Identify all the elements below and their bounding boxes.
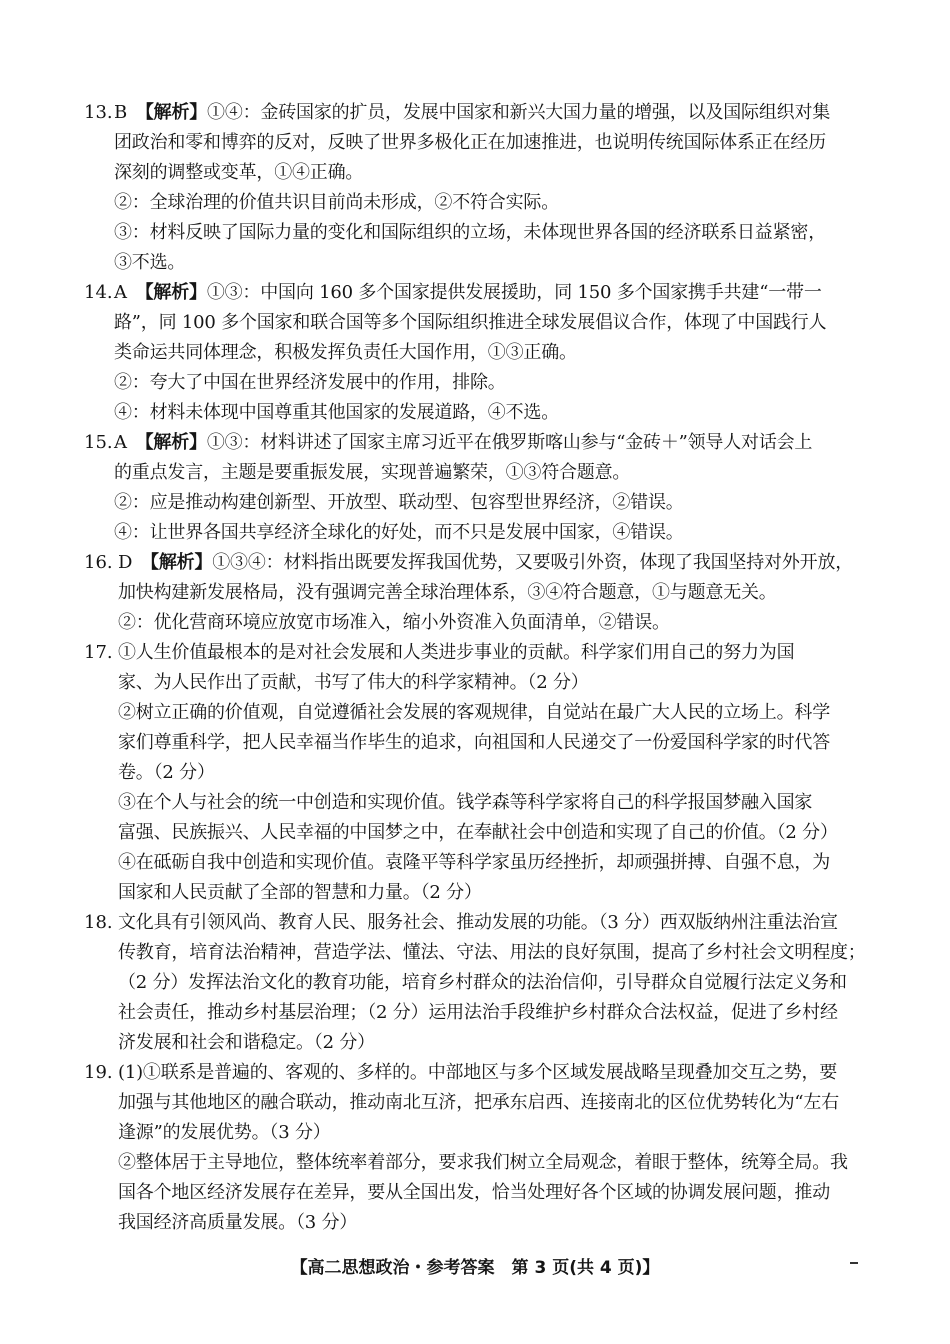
answer-line [114,128,874,158]
answer-item [84,638,874,908]
answer-line [118,758,874,788]
answer-line [114,338,874,368]
answer-choice: A [114,282,127,303]
line-text: 的重点发言，主题是要重振发展，实现普遍繁荣，①③符合题意。 [114,462,631,483]
answer-item [84,1058,874,1238]
answer-line [118,1148,874,1178]
question-number: 18. [84,912,113,933]
answer-line [114,278,874,308]
line-text: ②树立正确的价值观，自觉遵循社会发展的客观规律，自觉站在最广大人民的立场上。科学 [118,702,830,723]
answer-item [84,278,874,428]
answer-line [114,488,874,518]
line-text: ②：优化营商环境应放宽市场准入，缩小外资准入负面清单，②错误。 [118,612,670,633]
line-text: 深刻的调整或变革，①④正确。 [114,162,364,183]
answer-line [114,428,874,458]
line-text: ②：夸大了中国在世界经济发展中的作用，排除。 [114,372,506,393]
answer-line [118,578,874,608]
analysis-tag: 【解析】 [141,552,213,573]
question-number: 13. [84,102,113,123]
answer-line [114,218,874,248]
answer-line [114,308,874,338]
question-number: 15. [84,432,113,453]
answer-line [118,878,874,908]
answer-item [84,908,874,1058]
line-text: 逢源”的发展优势。（3 分） [118,1122,331,1143]
answer-line [118,998,874,1028]
answer-line [118,1058,874,1088]
line-text: (1)①联系是普遍的、客观的、多样的。中部地区与多个区域发展战略呈现叠加交互之势，要 [118,1062,838,1083]
answer-line [114,248,874,278]
answer-item [84,428,874,548]
line-text: 济发展和社会和谐稳定。（2 分） [118,1032,375,1053]
answer-line [114,158,874,188]
answer-line [114,188,874,218]
analysis-tag: 【解析】 [135,282,207,303]
line-text: ③在个人与社会的统一中创造和实现价值。钱学森等科学家将自己的科学报国梦融入国家 [118,792,813,813]
answer-item [84,548,874,638]
answer-choice: A [114,432,127,453]
line-text: ①④：金砖国家的扩员，发展中国家和新兴大国力量的增强，以及国际组织对集 [207,102,831,123]
answer-line [118,968,874,998]
line-text: 卷。（2 分） [118,762,215,783]
line-text: （2 分）发挥法治文化的教育功能，培育乡村群众的法治信仰，引导群众自觉履行法定义务和 [118,972,847,993]
answer-choice: D [118,552,133,573]
answer-line [118,668,874,698]
line-text: ②：应是推动构建创新型、开放型、联动型、包容型世界经济，②错误。 [114,492,684,513]
answer-line [114,368,874,398]
answer-line [118,1178,874,1208]
line-text: ①③：材料讲述了国家主席习近平在俄罗斯喀山参与“金砖＋”领导人对话会上 [206,432,813,453]
page-footer: 【高二思想政治・参考答案 第 3 页(共 4 页)】 [290,1258,660,1278]
answer-line [114,398,874,428]
corner-mark [850,1262,858,1264]
line-text: 文化具有引领风尚、教育人民、服务社会、推动发展的功能。（3 分）西双版纳州注重法治宣 [118,912,838,933]
line-text: ③：材料反映了国际力量的变化和国际组织的立场，未体现世界各国的经济联系日益紧密， [114,222,826,243]
line-text: 传教育，培育法治精神，营造学法、懂法、守法、用法的良好氛围，提高了乡村社会文明程度； [118,942,866,963]
answer-line [118,698,874,728]
question-number: 16. [84,552,113,573]
answer-line [118,908,874,938]
answer-line [118,1208,874,1238]
line-text: ④在砥砺自我中创造和实现价值。袁隆平等科学家虽历经挫折，却顽强拼搏、自强不息，为 [118,852,830,873]
line-text: 社会责任，推动乡村基层治理；（2 分）运用法治手段维护乡村群众合法权益，促进了乡村经 [118,1002,838,1023]
answer-line [118,818,874,848]
question-number: 14. [84,282,113,303]
line-text: ④：材料未体现中国尊重其他国家的发展道路，④不选。 [114,402,559,423]
line-text: 团政治和零和博弈的反对，反映了世界多极化正在加速推进，也说明传统国际体系正在经历 [114,132,826,153]
answer-line [114,98,874,128]
answer-line [114,518,874,548]
answer-line [118,788,874,818]
line-text: ②整体居于主导地位，整体统率着部分，要求我们树立全局观念，着眼于整体，统筹全局。我 [118,1152,848,1173]
analysis-tag: 【解析】 [135,102,208,123]
answer-line [118,548,874,578]
answer-line [114,458,874,488]
question-number: 17. [84,642,113,663]
answer-content [84,98,874,1238]
line-text: 类命运共同体理念，积极发挥负责任大国作用，①③正确。 [114,342,577,363]
line-text: ②：全球治理的价值共识目前尚未形成，②不符合实际。 [114,192,559,213]
answer-line [118,728,874,758]
line-text: 家们尊重科学，把人民幸福当作毕生的追求，向祖国和人民递交了一份爱国科学家的时代答 [118,732,830,753]
line-text: ③不选。 [114,252,186,273]
answer-line [118,1028,874,1058]
line-text: ①③：中国向 160 多个国家提供发展援助，同 150 多个国家携手共建“一带一 [206,282,822,303]
line-text: ①③④：材料指出既要发挥我国优势，又要吸引外资，体现了我国坚持对外开放， [212,552,854,573]
line-text: 我国经济高质量发展。（3 分） [118,1212,358,1233]
answer-line [118,848,874,878]
line-text: 家、为人民作出了贡献，书写了伟大的科学家精神。（2 分） [118,672,589,693]
line-text: 加快构建新发展格局，没有强调完善全球治理体系，③④符合题意，①与题意无关。 [118,582,777,603]
answer-line [118,608,874,638]
answer-line [118,938,874,968]
line-text: 富强、民族振兴、人民幸福的中国梦之中，在奉献社会中创造和实现了自己的价值。（2 分） [118,822,838,843]
line-text: ④：让世界各国共享经济全球化的好处，而不只是发展中国家，④错误。 [114,522,684,543]
analysis-tag: 【解析】 [135,432,207,453]
question-number: 19. [84,1062,113,1083]
line-text: 加强与其他地区的融合联动，推动南北互济，把承东启西、连接南北的区位优势转化为“左右 [118,1092,839,1113]
line-text: 路”，同 100 多个国家和联合国等多个国际组织推进全球发展倡议合作，体现了中国践行人 [114,312,827,333]
answer-choice: B [114,102,128,123]
line-text: 国各个地区经济发展存在差异，要从全国出发，恰当处理好各个区域的协调发展问题，推动 [118,1182,830,1203]
answer-line [118,1088,874,1118]
answer-item [84,98,874,278]
answer-line [118,1118,874,1148]
line-text: 国家和人民贡献了全部的智慧和力量。（2 分） [118,882,482,903]
answer-line [118,638,874,668]
line-text: ①人生价值最根本的是对社会发展和人类进步事业的贡献。科学家们用自己的努力为国 [118,642,795,663]
